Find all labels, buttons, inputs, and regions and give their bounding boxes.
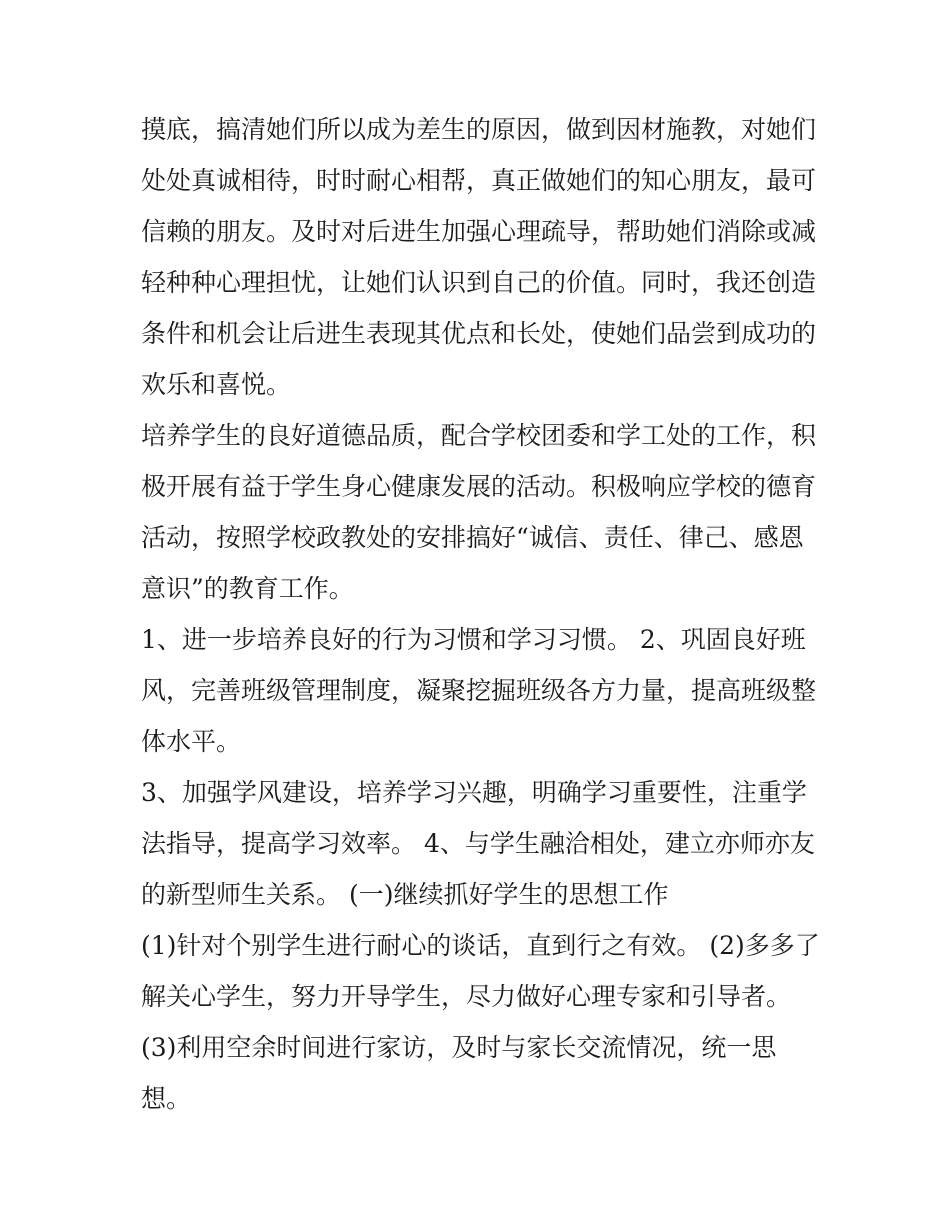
text-line: 解关心学生，努力开导学生，尽力做好心理专家和引导者。 bbox=[141, 982, 792, 1011]
text-line: 活动，按照学校政教处的安排搞好“诚信、责任、律己、感恩 bbox=[141, 523, 804, 552]
text-line: 意识”的教育工作。 bbox=[141, 574, 354, 603]
text-line: 的新型师生关系。 (一)继续抓好学生的思想工作 bbox=[141, 880, 669, 909]
text-line: 风，完善班级管理制度，凝聚挖掘班级各方力量，提高班级整 bbox=[141, 676, 817, 705]
text-line: 欢乐和喜悦。 bbox=[141, 370, 292, 399]
text-line: 摸底，搞清她们所以成为差生的原因，做到因材施教，对她们 bbox=[141, 115, 817, 144]
text-line: 培养学生的良好道德品质，配合学校团委和学工处的工作，积 bbox=[141, 421, 817, 450]
text-line: 3、加强学风建设，培养学习兴趣，明确学习重要性，注重学 bbox=[141, 778, 807, 807]
text-line: 1、进一步培养良好的行为习惯和学习习惯。 2、巩固良好班 bbox=[141, 625, 806, 654]
text-line: 想。 bbox=[141, 1084, 192, 1113]
text-line: 处处真诚相待，时时耐心相帮，真正做她们的知心朋友，最可 bbox=[141, 166, 817, 195]
text-line: 条件和机会让后进生表现其优点和长处，使她们品尝到成功的 bbox=[141, 319, 817, 348]
text-line: 轻种种心理担忧，让她们认识到自己的价值。同时，我还创造 bbox=[141, 268, 817, 297]
text-line: 法指导，提高学习效率。 4、与学生融洽相处，建立亦师亦友 bbox=[141, 829, 815, 858]
text-line: 体水平。 bbox=[141, 727, 242, 756]
text-line: 信赖的朋友。及时对后进生加强心理疏导，帮助她们消除或减 bbox=[141, 217, 817, 246]
text-line: (1)针对个别学生进行耐心的谈话，直到行之有效。 (2)多多了 bbox=[141, 931, 820, 960]
text-line: 极开展有益于学生身心健康发展的活动。积极响应学校的德育 bbox=[141, 472, 817, 501]
body-text bbox=[141, 104, 821, 1124]
text-line: (3)利用空余时间进行家访，及时与家长交流情况，统一思 bbox=[141, 1033, 777, 1062]
